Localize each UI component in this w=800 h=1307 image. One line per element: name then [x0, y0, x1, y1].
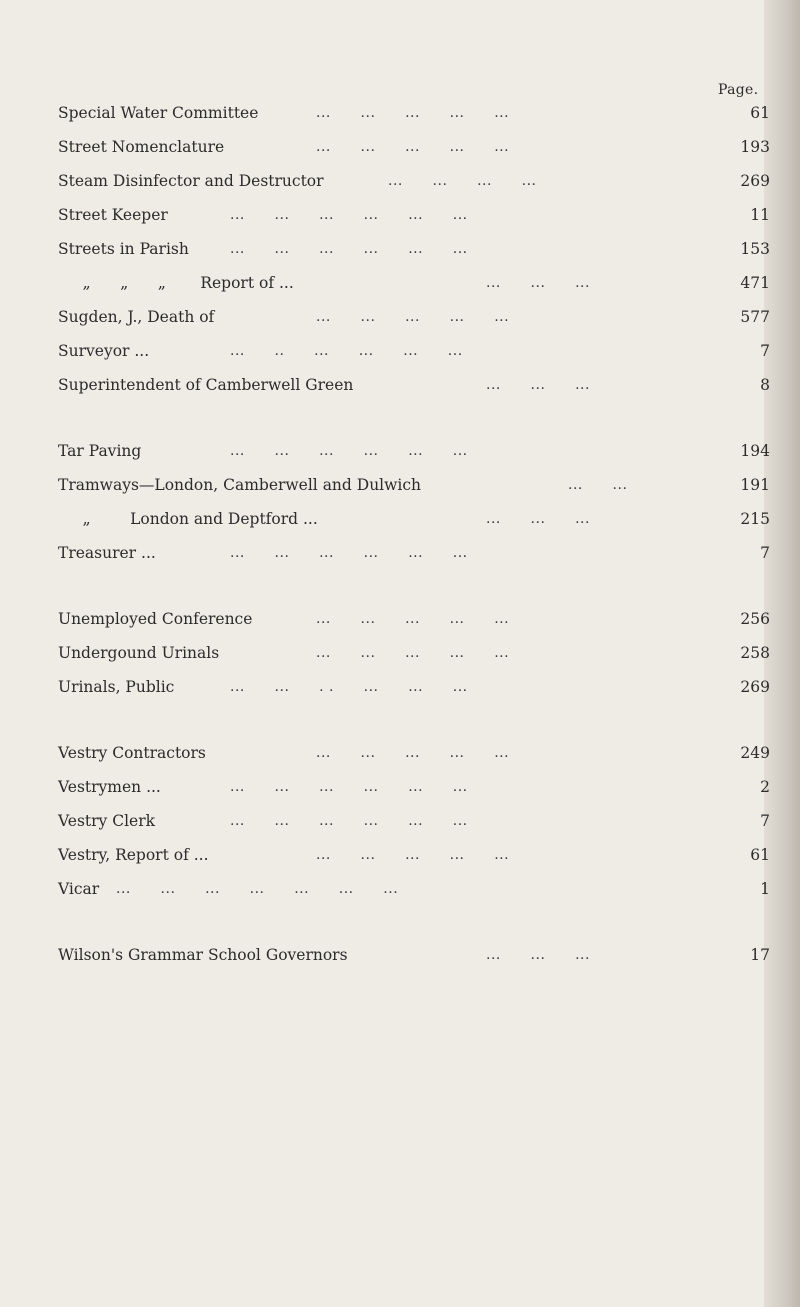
- entry-page-number: 193: [740, 138, 770, 156]
- entry-page-number: 61: [750, 846, 770, 864]
- index-entry: [58, 810, 770, 832]
- entry-title: „ „ „ Report of ...: [58, 274, 294, 292]
- entry-title: Superintendent of Camberwell Green: [58, 376, 354, 394]
- entry-title: „ London and Deptford ...: [58, 510, 318, 528]
- index-entry: [58, 306, 770, 328]
- entry-page-number: 7: [760, 342, 770, 360]
- entry-title: Surveyor ...: [58, 342, 150, 360]
- entry-title: Steam Disinfector and Destructor: [58, 172, 324, 190]
- entry-title: Street Keeper: [58, 206, 168, 224]
- entry-title: Undergound Urinals: [58, 644, 220, 662]
- index-entry: [58, 340, 770, 362]
- entry-title: Urinals, Public: [58, 678, 175, 696]
- dot-leader: ... ... ...: [486, 275, 590, 291]
- dot-leader: ... ... ... ... ...: [316, 309, 510, 325]
- entry-title: Treasurer ...: [58, 544, 156, 562]
- entry-title: Vestry Clerk: [58, 812, 156, 830]
- dot-leader: ... ... ... ... ...: [316, 105, 510, 121]
- entry-page-number: 11: [750, 206, 770, 224]
- index-entry: [58, 238, 770, 260]
- dot-leader: ... ... ... ... ... ...: [230, 545, 468, 561]
- dot-leader: ... ... ... ...: [388, 173, 537, 189]
- entry-title: Streets in Parish: [58, 240, 189, 258]
- dot-leader: ... ... ... ... ... ...: [230, 813, 468, 829]
- entry-title: Wilson's Grammar School Governors: [58, 946, 348, 964]
- index-entry: [58, 742, 770, 764]
- index-entry: [58, 542, 770, 564]
- entry-title: Unemployed Conference: [58, 610, 253, 628]
- dot-leader: ... ... ...: [486, 947, 590, 963]
- dot-leader: ... .. ... ... ... ...: [230, 343, 463, 359]
- index-entry: [58, 440, 770, 462]
- entry-page-number: 7: [760, 544, 770, 562]
- index-entry: [58, 608, 770, 630]
- entry-title: Vicar: [58, 880, 100, 898]
- index-entry: [58, 944, 770, 966]
- dot-leader: ... ... ... ... ...: [316, 847, 510, 863]
- entry-page-number: 1: [760, 880, 770, 898]
- entry-title: Vestry, Report of ...: [58, 846, 209, 864]
- index-entry: [58, 474, 770, 496]
- entry-page-number: 577: [740, 308, 770, 326]
- entry-title: Special Water Committee: [58, 104, 259, 122]
- entry-page-number: 17: [750, 946, 770, 964]
- entry-title: Sugden, J., Death of: [58, 308, 215, 326]
- dot-leader: ... ... ...: [486, 377, 590, 393]
- dot-leader: ... ... ... ... ... ...: [230, 241, 468, 257]
- entry-page-number: 269: [740, 678, 770, 696]
- index-entry: [58, 878, 770, 900]
- entry-title: Tramways—London, Camberwell and Dulwich: [58, 476, 422, 494]
- entry-page-number: 249: [740, 744, 770, 762]
- index-entry: [58, 844, 770, 866]
- entry-page-number: 269: [740, 172, 770, 190]
- entry-page-number: 194: [740, 442, 770, 460]
- dot-leader: ... ... . . ... ... ...: [230, 679, 468, 695]
- entry-page-number: 471: [740, 274, 770, 292]
- entry-page-number: 191: [740, 476, 770, 494]
- index-entry: [58, 204, 770, 226]
- index-entry: [58, 776, 770, 798]
- index-entry: [58, 170, 770, 192]
- dot-leader: ... ... ... ... ...: [316, 611, 510, 627]
- dot-leader: ... ... ... ... ...: [316, 139, 510, 155]
- index-entry: [58, 374, 770, 396]
- entry-page-number: 153: [740, 240, 770, 258]
- dot-leader: ... ... ... ... ... ... ...: [116, 881, 399, 897]
- entry-page-number: 7: [760, 812, 770, 830]
- dot-leader: ... ... ... ... ...: [316, 645, 510, 661]
- dot-leader: ... ...: [568, 477, 628, 493]
- entry-title: Tar Paving: [58, 442, 142, 460]
- dot-leader: ... ... ... ... ... ...: [230, 443, 468, 459]
- entry-title: Street Nomenclature: [58, 138, 225, 156]
- index-entry: [58, 676, 770, 698]
- entry-page-number: 8: [760, 376, 770, 394]
- dot-leader: ... ... ... ... ... ...: [230, 779, 468, 795]
- entry-title: Vestrymen ...: [58, 778, 161, 796]
- entry-page-number: 61: [750, 104, 770, 122]
- entry-page-number: 2: [760, 778, 770, 796]
- index-entry: [58, 136, 770, 158]
- index-entry: [58, 272, 770, 294]
- entry-page-number: 258: [740, 644, 770, 662]
- dot-leader: ... ... ... ... ...: [316, 745, 510, 761]
- index-entry: [58, 508, 770, 530]
- entry-page-number: 256: [740, 610, 770, 628]
- page-column-heading: Page.: [718, 82, 759, 98]
- entry-page-number: 215: [740, 510, 770, 528]
- dot-leader: ... ... ...: [486, 511, 590, 527]
- dot-leader: ... ... ... ... ... ...: [230, 207, 468, 223]
- entry-title: Vestry Contractors: [58, 744, 206, 762]
- index-entry: [58, 642, 770, 664]
- index-entry: [58, 102, 770, 124]
